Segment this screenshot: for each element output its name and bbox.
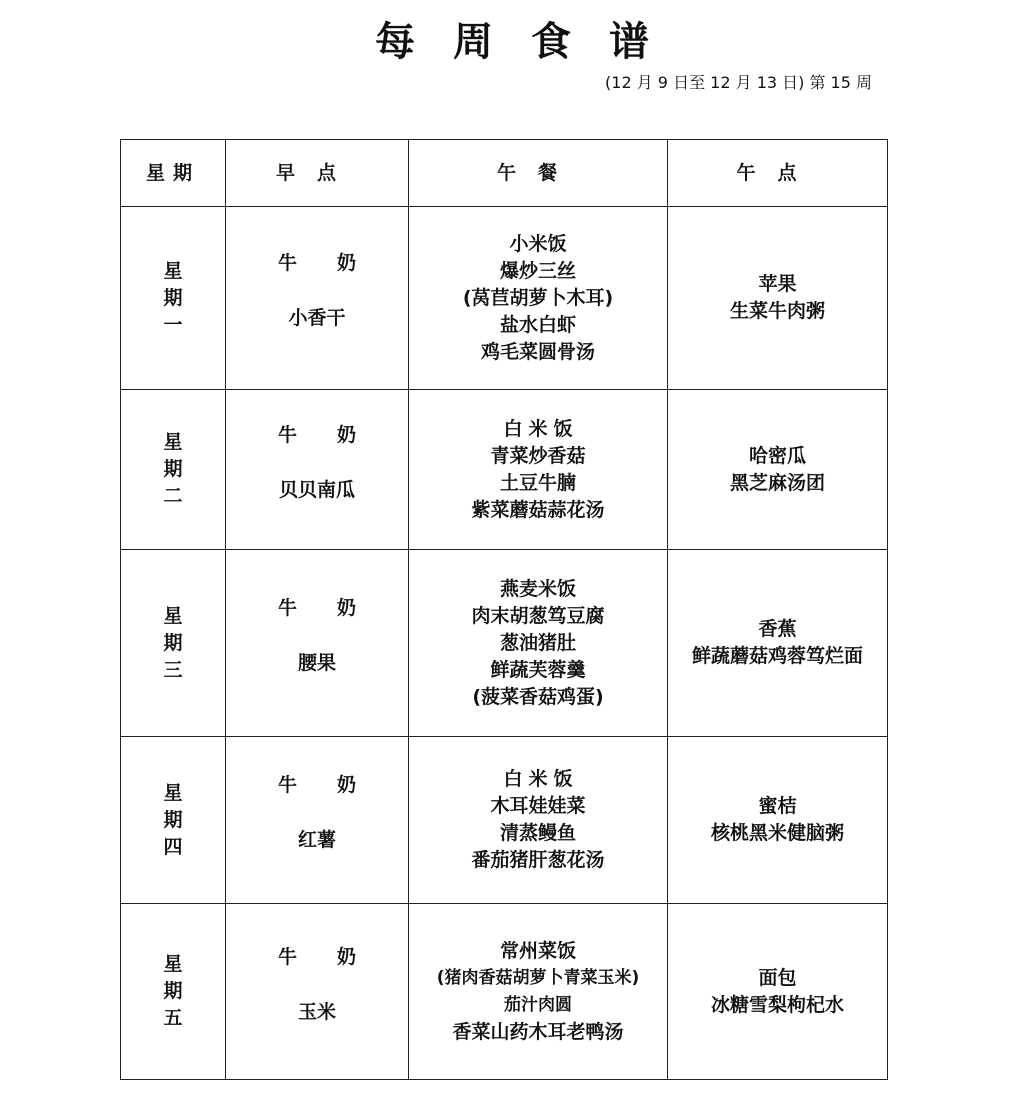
afternoon-item: 核桃黑米健脑粥 [710, 822, 844, 844]
table-row [121, 207, 888, 390]
breakfast-cell [226, 390, 409, 550]
lunch-item: (猪肉香菇胡萝卜青菜玉米) [436, 967, 640, 988]
afternoon-item: 香蕉 [758, 618, 797, 640]
lunch-item: 葱油猪肚 [499, 631, 576, 654]
table-row [121, 904, 888, 1080]
afternoon-cell [668, 904, 888, 1080]
lunch-item: 香菜山药木耳老鸭汤 [452, 1020, 624, 1043]
lunch-item: 燕麦米饭 [499, 577, 576, 600]
day-cell: 星 期 五 [121, 904, 226, 1080]
lunch-cell [409, 390, 668, 550]
day-cell: 星 期 三 [121, 550, 226, 737]
lunch-item: 土豆牛腩 [499, 471, 576, 494]
lunch-cell [409, 904, 668, 1080]
table-row [121, 550, 888, 737]
breakfast-snack: 玉米 [297, 1000, 336, 1023]
breakfast-drink: 牛奶 [277, 597, 396, 619]
breakfast-drink: 牛奶 [277, 423, 396, 446]
lunch-item: (莴苣胡萝卜木耳) [462, 286, 614, 309]
afternoon-item: 生菜牛肉粥 [729, 300, 825, 322]
page-title: 每周食谱 [375, 19, 687, 65]
breakfast-drink: 牛奶 [277, 252, 396, 274]
breakfast-cell [226, 904, 409, 1080]
breakfast-snack: 小香干 [288, 307, 346, 329]
lunch-item: 清蒸鳗鱼 [499, 822, 576, 844]
afternoon-cell [668, 390, 888, 550]
breakfast-cell [226, 550, 409, 737]
breakfast-snack: 贝贝南瓜 [278, 478, 355, 501]
afternoon-cell [668, 550, 888, 737]
table-row [121, 737, 888, 904]
header-breakfast: 早点 [226, 140, 409, 207]
header-lunch: 午餐 [409, 140, 668, 207]
lunch-item: 青菜炒香菇 [490, 444, 586, 467]
lunch-cell [409, 207, 668, 390]
afternoon-item: 鲜蔬蘑菇鸡蓉笃烂面 [691, 645, 863, 667]
lunch-cell [409, 550, 668, 737]
date-range-subtitle: (12 月 9 日至 12 月 13 日) 第 15 周 [605, 73, 872, 92]
header-afternoon: 午点 [668, 140, 888, 207]
afternoon-item: 黑芝麻汤团 [729, 471, 825, 494]
day-cell: 星 期 二 [121, 390, 226, 550]
table-row [121, 390, 888, 550]
lunch-item: 鸡毛菜圆骨汤 [480, 340, 595, 363]
breakfast-snack: 红薯 [297, 829, 336, 851]
afternoon-cell [668, 207, 888, 390]
lunch-item: 小米饭 [509, 232, 567, 255]
breakfast-drink: 牛奶 [277, 945, 396, 968]
lunch-item: 紫菜蘑菇蒜花汤 [471, 498, 605, 521]
header-day: 星期 [121, 140, 226, 207]
lunch-item: 盐水白虾 [499, 313, 576, 336]
day-cell: 星 期 四 [121, 737, 226, 904]
lunch-item: 鲜蔬芙蓉羹 [490, 658, 586, 681]
lunch-item: 常州菜饭 [499, 939, 576, 962]
afternoon-item: 蜜桔 [758, 795, 797, 817]
breakfast-drink: 牛奶 [277, 774, 396, 796]
afternoon-item: 苹果 [758, 273, 797, 295]
weekly-menu-table [120, 139, 888, 1080]
lunch-item: 爆炒三丝 [499, 259, 576, 282]
lunch-item: 木耳娃娃菜 [490, 795, 586, 817]
breakfast-cell [226, 207, 409, 390]
breakfast-snack: 腰果 [297, 652, 336, 674]
lunch-item: 白米饭 [503, 417, 579, 440]
lunch-item: 肉末胡葱笃豆腐 [471, 604, 605, 627]
afternoon-item: 面包 [758, 966, 797, 989]
lunch-item: 番茄猪肝葱花汤 [471, 849, 605, 871]
afternoon-item: 哈密瓜 [748, 444, 806, 467]
breakfast-cell [226, 737, 409, 904]
lunch-item: 茄汁肉圆 [504, 994, 572, 1015]
afternoon-item: 冰糖雪梨枸杞水 [710, 993, 844, 1016]
lunch-cell [409, 737, 668, 904]
afternoon-cell [668, 737, 888, 904]
lunch-item: 白米饭 [503, 768, 579, 790]
header-row [121, 140, 888, 207]
lunch-item: (菠菜香菇鸡蛋) [472, 685, 604, 708]
day-cell: 星 期 一 [121, 207, 226, 390]
